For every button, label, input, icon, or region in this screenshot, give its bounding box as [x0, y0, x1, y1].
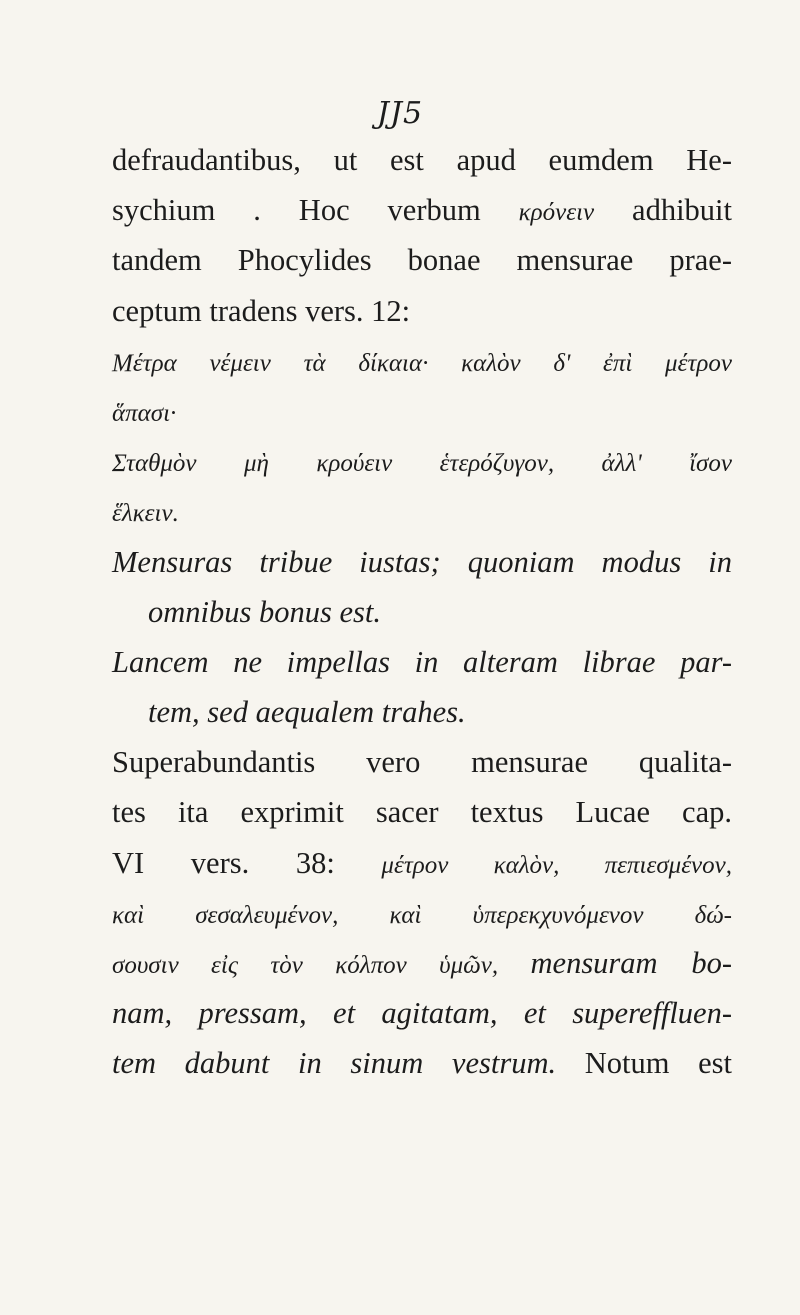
text-line	[112, 486, 732, 536]
greek-text: σουσιν εἰς τὸν κόλπον ὑμῶν,	[112, 952, 531, 979]
text-line	[112, 436, 732, 486]
text-line	[112, 135, 732, 185]
text-line	[112, 1038, 732, 1088]
greek-text: καὶ σεσαλευμένον, καὶ ὑπερεκχυνόμενον δώ-	[112, 901, 732, 929]
roman-text: adhibuit	[594, 193, 732, 228]
italic-text: tem dabunt in sinum vestrum.	[112, 1046, 557, 1081]
roman-text: sychium . Hoc verbum	[112, 193, 519, 228]
roman-text: ceptum tradens vers. 12:	[112, 293, 411, 328]
text-line	[112, 587, 732, 637]
text-line	[112, 336, 732, 386]
text-line	[112, 537, 732, 587]
text-line	[112, 888, 732, 938]
page-number: JJ5	[376, 96, 424, 131]
text-line	[112, 235, 732, 285]
roman-text: tandem Phocylides bonae mensurae prae-	[112, 243, 732, 278]
greek-text: Σταθμὸν μὴ κρούειν ἑτερόζυγον, ἀλλ' ἴσον	[112, 450, 732, 478]
text-line	[112, 787, 732, 837]
text-line	[112, 637, 732, 687]
roman-text: tes ita exprimit sacer textus Lucae cap.	[112, 795, 732, 830]
page-body	[112, 135, 732, 1089]
greek-text: ἅπασι·	[112, 399, 177, 427]
text-line	[112, 938, 732, 988]
greek-text: ἕλκειν.	[112, 500, 179, 528]
roman-text: Superabundantis vero mensurae qualita-	[112, 745, 732, 780]
text-line	[112, 988, 732, 1038]
greek-text: Μέτρα νέμειν τὰ δίκαια· καλὸν δ' ἐπὶ μέτρον	[112, 349, 732, 377]
roman-text: Notum est	[556, 1046, 732, 1081]
greek-text: κρόνειν	[518, 199, 595, 227]
text-line	[112, 286, 732, 336]
italic-text: nam, pressam, et agitatam, et supereffluen-	[112, 996, 732, 1031]
text-line	[112, 386, 732, 436]
text-line	[112, 838, 732, 888]
greek-text: μέτρον καλὸν, πεπιεσμένον,	[381, 851, 732, 879]
italic-text: Lancem ne impellas in alteram librae par-	[112, 644, 732, 679]
roman-text: VI vers. 38:	[112, 845, 382, 880]
text-line	[112, 185, 732, 235]
italic-text: tem, sed aequalem trahes.	[148, 695, 466, 730]
italic-text: Mensuras tribue iustas; quoniam modus in	[112, 544, 732, 579]
text-line	[112, 737, 732, 787]
italic-text: omnibus bonus est.	[148, 594, 381, 629]
text-line	[112, 687, 732, 737]
roman-text: defraudantibus, ut est apud eumdem He-	[112, 143, 732, 177]
italic-text: mensuram bo-	[530, 946, 732, 980]
